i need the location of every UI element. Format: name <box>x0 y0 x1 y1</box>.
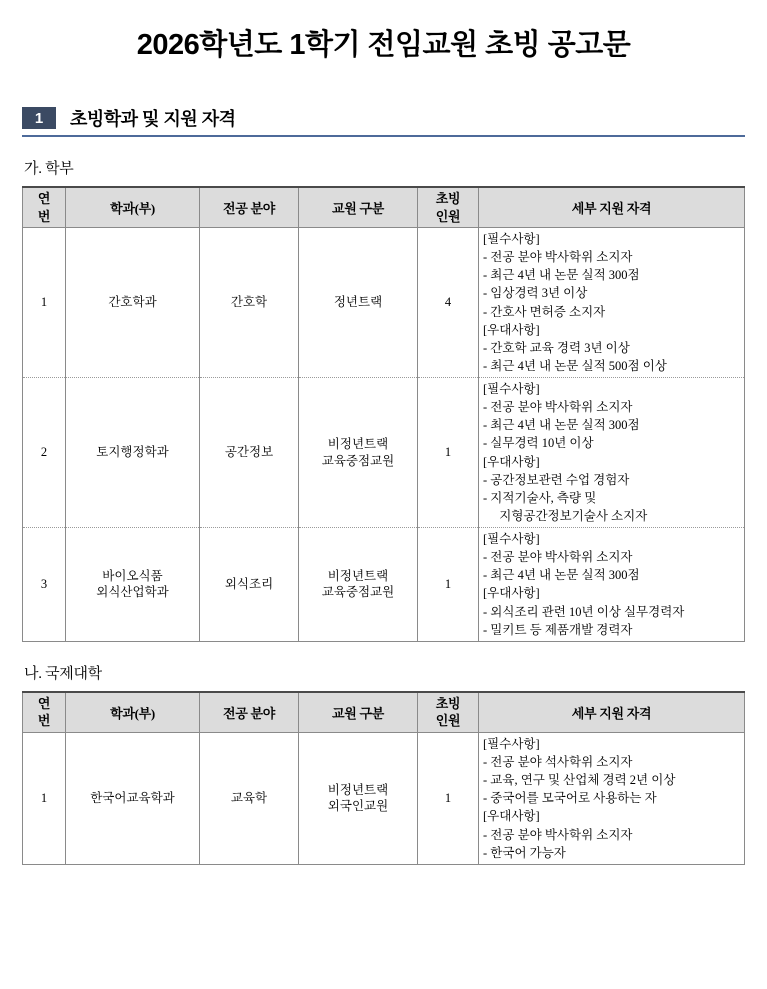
position-type-text-line: 교육중점교원 <box>321 453 395 468</box>
column-header-3: 교원 구분 <box>299 187 418 228</box>
qualification-list <box>483 735 740 862</box>
cell-no: 1 <box>23 228 66 378</box>
cell-count: 1 <box>418 528 479 642</box>
qualification-item: - 간호학 교육 경력 3년 이상 <box>483 340 630 355</box>
qualification-heading: [필수사항] <box>483 232 540 247</box>
qualification-heading: [필수사항] <box>483 736 540 751</box>
column-header-5: 세부 지원 자격 <box>479 187 745 228</box>
section-number-badge: 1 <box>22 107 56 129</box>
column-header-count <box>422 190 474 225</box>
cell-position-type <box>299 378 418 528</box>
cell-department <box>66 528 200 642</box>
department-text-line: 한국어교육학과 <box>90 790 175 805</box>
groups-container <box>22 157 745 865</box>
column-header-no-line: 번 <box>37 208 51 224</box>
column-header-count-line: 초빙 <box>435 191 461 206</box>
position-type-text-line: 정년트랙 <box>333 295 383 310</box>
cell-major <box>200 732 299 864</box>
qualification-item: - 한국어 가능자 <box>483 845 566 860</box>
qualification-list <box>483 230 740 375</box>
department-text-line: 외식산업학과 <box>96 585 169 600</box>
major-text-line: 공간정보 <box>224 445 274 460</box>
department-text <box>70 294 195 311</box>
qualification-heading: [우대사항] <box>483 586 540 601</box>
column-header-2: 전공 분야 <box>200 187 299 228</box>
column-header-count-line: 인원 <box>435 713 461 729</box>
column-header-4 <box>418 187 479 228</box>
table-row <box>23 528 745 642</box>
qualification-item: - 교육, 연구 및 산업체 경력 2년 이상 <box>483 773 676 788</box>
major-text-line: 간호학 <box>230 295 268 310</box>
qualification-item: - 전공 분야 박사학위 소지자 <box>483 250 633 265</box>
position-type-text <box>303 782 413 816</box>
cell-qualifications <box>479 528 745 642</box>
qualification-item: - 전공 분야 박사학위 소지자 <box>483 400 633 415</box>
qualification-heading: [우대사항] <box>483 809 540 824</box>
position-type-text <box>303 294 413 311</box>
column-header-2: 전공 분야 <box>200 692 299 733</box>
major-text <box>204 790 294 807</box>
column-header-0 <box>23 187 66 228</box>
cell-department <box>66 732 200 864</box>
cell-department <box>66 378 200 528</box>
major-text <box>204 576 294 593</box>
cell-count: 1 <box>418 732 479 864</box>
major-text-line: 교육학 <box>230 790 268 805</box>
qualification-item: - 전공 분야 석사학위 소지자 <box>483 755 633 770</box>
qualification-item: - 공간정보관련 수업 경험자 <box>483 472 630 487</box>
cell-no: 2 <box>23 378 66 528</box>
qualification-item: - 지적기술사, 측량 및 <box>483 490 597 505</box>
document-page <box>0 14 767 989</box>
table-row <box>23 378 745 528</box>
table-header-row <box>23 692 745 733</box>
group-label: 가. 학부 <box>24 161 74 177</box>
section-header <box>22 105 745 131</box>
column-header-5: 세부 지원 자격 <box>479 692 745 733</box>
major-text <box>204 294 294 311</box>
position-type-text-line: 외국인교원 <box>327 799 389 814</box>
department-text-line: 바이오식품 <box>102 568 163 583</box>
section-title: 초빙학과 및 지원 자격 <box>70 109 236 129</box>
cell-no: 1 <box>23 732 66 864</box>
cell-department <box>66 228 200 378</box>
major-text <box>204 444 294 461</box>
column-header-count <box>422 695 474 730</box>
table-row <box>23 228 745 378</box>
position-type-text <box>303 436 413 470</box>
qualification-item: - 최근 4년 내 논문 실적 300점 <box>483 568 640 583</box>
cell-position-type <box>299 732 418 864</box>
qualification-item: - 밀키트 등 제품개발 경력자 <box>483 622 633 637</box>
major-text-line: 외식조리 <box>224 577 274 592</box>
page-title: 2026학년도 1학기 전임교원 초빙 공고문 <box>136 29 631 61</box>
position-type-text-line: 교육중점교원 <box>321 585 395 600</box>
qualification-item: - 간호사 면허증 소지자 <box>483 304 606 319</box>
column-header-no <box>27 695 61 730</box>
table-row <box>23 732 745 864</box>
column-header-0 <box>23 692 66 733</box>
recruitment-table <box>22 186 745 642</box>
qualification-item: 지형공간정보기술사 소지자 <box>493 508 648 523</box>
qualification-item: - 전공 분야 박사학위 소지자 <box>483 827 633 842</box>
cell-no: 3 <box>23 528 66 642</box>
department-text <box>70 568 195 602</box>
table-header-row <box>23 187 745 228</box>
column-header-1: 학과(부) <box>66 187 200 228</box>
cell-count: 4 <box>418 228 479 378</box>
cell-position-type <box>299 528 418 642</box>
column-header-3: 교원 구분 <box>299 692 418 733</box>
qualification-heading: [우대사항] <box>483 322 540 337</box>
department-text <box>70 444 195 461</box>
cell-major <box>200 228 299 378</box>
position-type-text-line: 비정년트랙 <box>327 782 389 797</box>
position-type-text-line: 비정년트랙 <box>327 436 389 451</box>
qualification-item: - 최근 4년 내 논문 실적 300점 <box>483 418 640 433</box>
qualification-item: - 최근 4년 내 논문 실적 300점 <box>483 268 640 283</box>
column-header-count-line: 초빙 <box>435 695 461 711</box>
department-text-line: 간호학과 <box>108 295 157 310</box>
column-header-4 <box>418 692 479 733</box>
section-divider <box>22 135 745 137</box>
qualification-item: - 실무경력 10년 이상 <box>483 436 594 451</box>
position-type-text-line: 비정년트랙 <box>327 568 389 583</box>
column-header-1: 학과(부) <box>66 692 200 733</box>
department-text <box>70 790 195 807</box>
qualification-heading: [우대사항] <box>483 454 540 469</box>
qualification-item: - 최근 4년 내 논문 실적 500점 이상 <box>483 358 667 373</box>
department-text-line: 토지행정학과 <box>96 445 169 460</box>
cell-major <box>200 378 299 528</box>
cell-qualifications <box>479 378 745 528</box>
position-type-text <box>303 568 413 602</box>
column-header-no-line: 연 <box>37 191 51 206</box>
cell-qualifications <box>479 732 745 864</box>
group-label: 나. 국제대학 <box>24 665 102 682</box>
cell-major <box>200 528 299 642</box>
qualification-item: - 임상경력 3년 이상 <box>483 286 588 301</box>
qualification-item: - 전공 분야 박사학위 소지자 <box>483 550 633 565</box>
column-header-no-line: 연 <box>37 695 51 711</box>
recruitment-table <box>22 691 745 865</box>
column-header-no <box>27 190 61 225</box>
cell-position-type <box>299 228 418 378</box>
qualification-list <box>483 530 740 639</box>
column-header-no-line: 번 <box>37 713 51 729</box>
cell-count: 1 <box>418 378 479 528</box>
qualification-item: - 중국어를 모국어로 사용하는 자 <box>483 791 657 806</box>
qualification-item: - 외식조리 관련 10년 이상 실무경력자 <box>483 604 685 619</box>
cell-qualifications <box>479 228 745 378</box>
qualification-heading: [필수사항] <box>483 532 540 547</box>
column-header-count-line: 인원 <box>435 208 461 224</box>
qualification-heading: [필수사항] <box>483 382 540 397</box>
qualification-list <box>483 380 740 525</box>
